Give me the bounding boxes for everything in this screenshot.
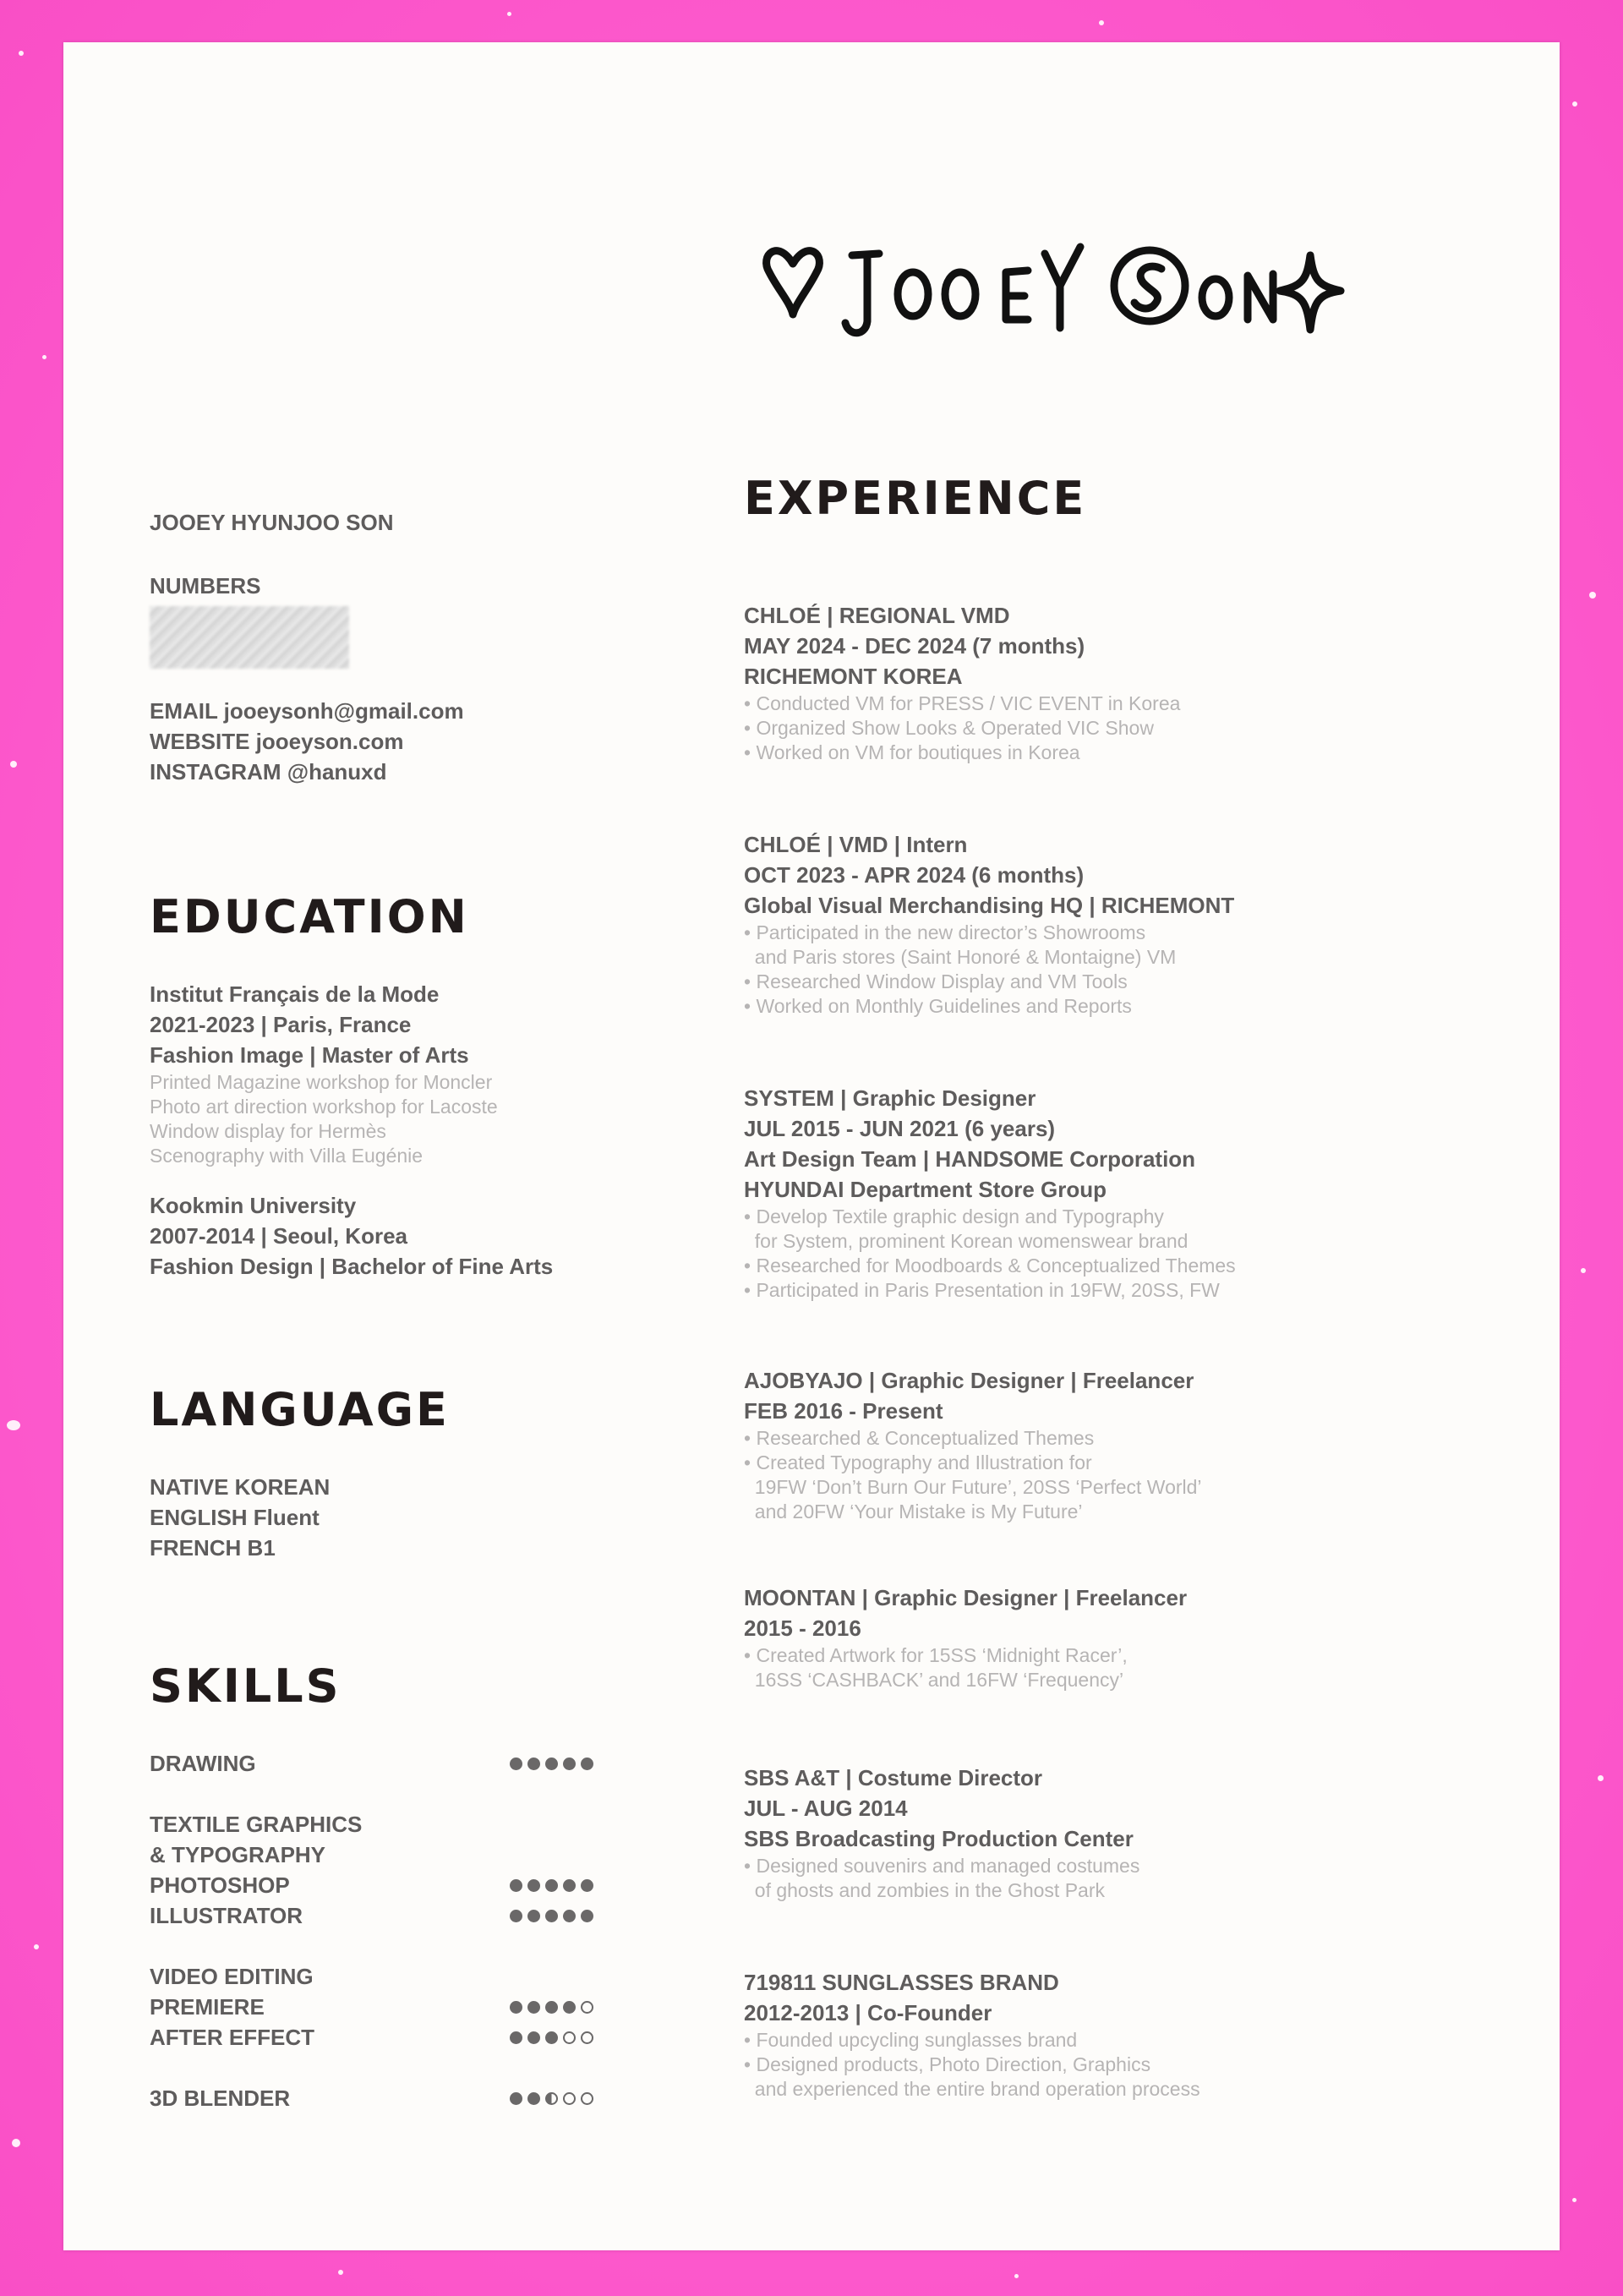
rating-dot: [563, 2001, 576, 2014]
skill-row: [150, 1748, 593, 1779]
language-list: [150, 1472, 691, 1563]
rating-dot: [510, 2001, 522, 2014]
experience-item: [744, 1763, 1403, 1903]
rating-dot: [527, 2001, 540, 2014]
rating-dot: [581, 2031, 593, 2044]
education-item: [150, 979, 691, 1168]
rating-dot: [527, 2031, 540, 2044]
role-title: CHLOÉ | REGIONAL VMD: [744, 603, 1010, 628]
experience-item: [744, 1967, 1403, 2102]
skill-row: [150, 2022, 593, 2053]
role-detail: Art Design Team | HANDSOME Corporation: [744, 1146, 1196, 1172]
role-bullet: • Researched Window Display and VM Tools: [744, 970, 1403, 994]
skill-row: [150, 2083, 593, 2113]
role-detail: OCT 2023 - APR 2024 (6 months): [744, 862, 1085, 888]
rating-dot: [527, 1910, 540, 1922]
rating-dot: [527, 1879, 540, 1892]
skill-label: PREMIERE: [150, 1994, 265, 2020]
rating-dot: [527, 2092, 540, 2105]
role-bullet: • Researched for Moodboards & Conceptualized Themes: [744, 1254, 1403, 1278]
role-bullet: • Researched & Conceptualized Themes: [744, 1426, 1403, 1451]
role-bullet: • Organized Show Looks & Operated VIC Show: [744, 716, 1403, 741]
skill-group: [150, 1809, 691, 1931]
rating-dot: [510, 1879, 522, 1892]
redacted-numbers: [150, 606, 349, 669]
rating-dot: [581, 1758, 593, 1770]
role-bullet: • Develop Textile graphic design and Typography for System, prominent Korean womenswear brand: [744, 1205, 1403, 1254]
rating-dot: [581, 2001, 593, 2014]
experience-item: [744, 600, 1403, 765]
role-bullet: • Participated in the new director’s Showrooms and Paris stores (Saint Honoré & Montaigne) VM: [744, 921, 1403, 970]
education-item: [150, 1190, 691, 1282]
skill-row: [150, 1900, 593, 1931]
school-degree: Fashion Image | Master of Arts: [150, 1042, 469, 1068]
skill-row: [150, 1961, 593, 1992]
instagram-text[interactable]: INSTAGRAM @hanuxd: [150, 759, 387, 784]
language-heading: LANGUAGE: [150, 1383, 450, 1436]
skill-label: ILLUSTRATOR: [150, 1903, 303, 1928]
school-detail: Printed Magazine workshop for Moncler: [150, 1071, 493, 1093]
skills-heading: SKILLS: [150, 1659, 342, 1713]
rating-dot: [581, 1910, 593, 1922]
skill-label: AFTER EFFECT: [150, 2025, 314, 2050]
school-detail: Window display for Hermès: [150, 1120, 386, 1142]
rating-dot: [581, 1879, 593, 1892]
education-heading: EDUCATION: [150, 890, 469, 943]
website-text[interactable]: WEBSITE jooeyson.com: [150, 729, 404, 754]
rating-dot: [545, 1910, 558, 1922]
role-title: AJOBYAJO | Graphic Designer | Freelancer: [744, 1368, 1194, 1393]
role-detail: JUL 2015 - JUN 2021 (6 years): [744, 1116, 1056, 1141]
rating-dot: [563, 1879, 576, 1892]
experience-item: [744, 829, 1403, 1019]
rating-dot: [510, 1758, 522, 1770]
role-bullet: • Designed products, Photo Direction, Graphics and experienced the entire brand operation process: [744, 2053, 1403, 2102]
rating-dot: [545, 1879, 558, 1892]
rating-dot: [563, 2031, 576, 2044]
role-bullet: • Created Artwork for 15SS ‘Midnight Racer’, 16SS ‘CASHBACK’ and 16FW ‘Frequency’: [744, 1643, 1403, 1692]
skill-label: PHOTOSHOP: [150, 1872, 290, 1898]
role-detail: JUL - AUG 2014: [744, 1796, 908, 1821]
language-item: NATIVE KOREAN: [150, 1474, 331, 1500]
skill-rating: [510, 2083, 593, 2113]
role-bullet: • Conducted VM for PRESS / VIC EVENT in Korea: [744, 692, 1403, 716]
skill-group: [150, 2083, 691, 2113]
role-bullet: • Designed souvenirs and managed costumes of ghosts and zombies in the Ghost Park: [744, 1854, 1403, 1903]
role-detail: MAY 2024 - DEC 2024 (7 months): [744, 633, 1085, 659]
language-item: FRENCH B1: [150, 1535, 276, 1561]
rating-dot: [510, 1910, 522, 1922]
skill-row: [150, 1809, 593, 1840]
school-degree: Fashion Design | Bachelor of Fine Arts: [150, 1254, 554, 1279]
school-title: Institut Français de la Mode: [150, 981, 440, 1007]
role-bullet: • Founded upcycling sunglasses brand: [744, 2028, 1403, 2053]
school-period: 2021-2023 | Paris, France: [150, 1012, 412, 1037]
skill-row: [150, 1870, 593, 1900]
role-bullet: • Created Typography and Illustration for 19FW ‘Don’t Burn Our Future’, 20SS ‘Perfect World’ and 20FW ‘Your Mistake is My Future’: [744, 1451, 1403, 1524]
role-detail: FEB 2016 - Present: [744, 1398, 943, 1424]
contact-info: [150, 696, 691, 787]
profile-name: JOOEY HYUNJOO SON: [150, 510, 394, 535]
role-title: 719811 SUNGLASSES BRAND: [744, 1970, 1059, 1995]
language-item: ENGLISH Fluent: [150, 1505, 320, 1530]
rating-dot: [510, 2092, 522, 2105]
role-title: SYSTEM | Graphic Designer: [744, 1085, 1036, 1111]
rating-dot: [563, 1758, 576, 1770]
role-detail: 2015 - 2016: [744, 1615, 861, 1641]
skill-rating: [510, 1748, 593, 1779]
school-detail: Photo art direction workshop for Lacoste: [150, 1096, 498, 1118]
skill-rating: [510, 1900, 593, 1931]
skill-group: [150, 1961, 691, 2053]
rating-dot: [527, 1758, 540, 1770]
role-title: SBS A&T | Costume Director: [744, 1765, 1043, 1790]
role-detail: 2012-2013 | Co-Founder: [744, 2000, 992, 2025]
rating-dot: [545, 2001, 558, 2014]
school-detail: Scenography with Villa Eugénie: [150, 1145, 424, 1167]
rating-dot: [563, 2092, 576, 2105]
skill-row: [150, 1840, 593, 1870]
signature-logo: [752, 186, 1412, 355]
skill-rating: [510, 2022, 593, 2053]
role-bullet: • Worked on Monthly Guidelines and Reports: [744, 994, 1403, 1019]
skill-label: 3D BLENDER: [150, 2086, 291, 2111]
skill-rating: [510, 1992, 593, 2022]
experience-item: [744, 1583, 1403, 1692]
role-detail: HYUNDAI Department Store Group: [744, 1177, 1107, 1202]
rating-dot: [563, 1910, 576, 1922]
skill-rating: [510, 1870, 593, 1900]
skills-list: [150, 1748, 691, 2144]
role-detail: RICHEMONT KOREA: [744, 664, 963, 689]
experience-item: [744, 1083, 1403, 1303]
rating-dot: [581, 2092, 593, 2105]
numbers-label: NUMBERS: [150, 573, 261, 599]
skill-label: DRAWING: [150, 1751, 256, 1776]
school-title: Kookmin University: [150, 1193, 357, 1218]
school-period: 2007-2014 | Seoul, Korea: [150, 1223, 407, 1249]
skill-label: VIDEO EDITING: [150, 1964, 314, 1989]
skill-label: & TYPOGRAPHY: [150, 1842, 326, 1867]
skill-group: [150, 1748, 691, 1779]
experience-heading: EXPERIENCE: [744, 472, 1087, 525]
role-bullet: • Participated in Paris Presentation in 19FW, 20SS, FW: [744, 1278, 1403, 1303]
role-bullet: • Worked on VM for boutiques in Korea: [744, 741, 1403, 765]
role-title: MOONTAN | Graphic Designer | Freelancer: [744, 1585, 1188, 1610]
role-detail: SBS Broadcasting Production Center: [744, 1826, 1134, 1851]
rating-dot: [545, 1758, 558, 1770]
role-detail: Global Visual Merchandising HQ | RICHEMONT: [744, 893, 1235, 918]
experience-item: [744, 1365, 1403, 1524]
rating-dot: [545, 2092, 558, 2105]
rating-dot: [510, 2031, 522, 2044]
skill-row: [150, 1992, 593, 2022]
rating-dot: [545, 2031, 558, 2044]
email-text[interactable]: EMAIL jooeysonh@gmail.com: [150, 698, 464, 724]
skill-label: TEXTILE GRAPHICS: [150, 1812, 363, 1837]
role-title: CHLOÉ | VMD | Intern: [744, 832, 968, 857]
numbers-section: [150, 571, 691, 669]
